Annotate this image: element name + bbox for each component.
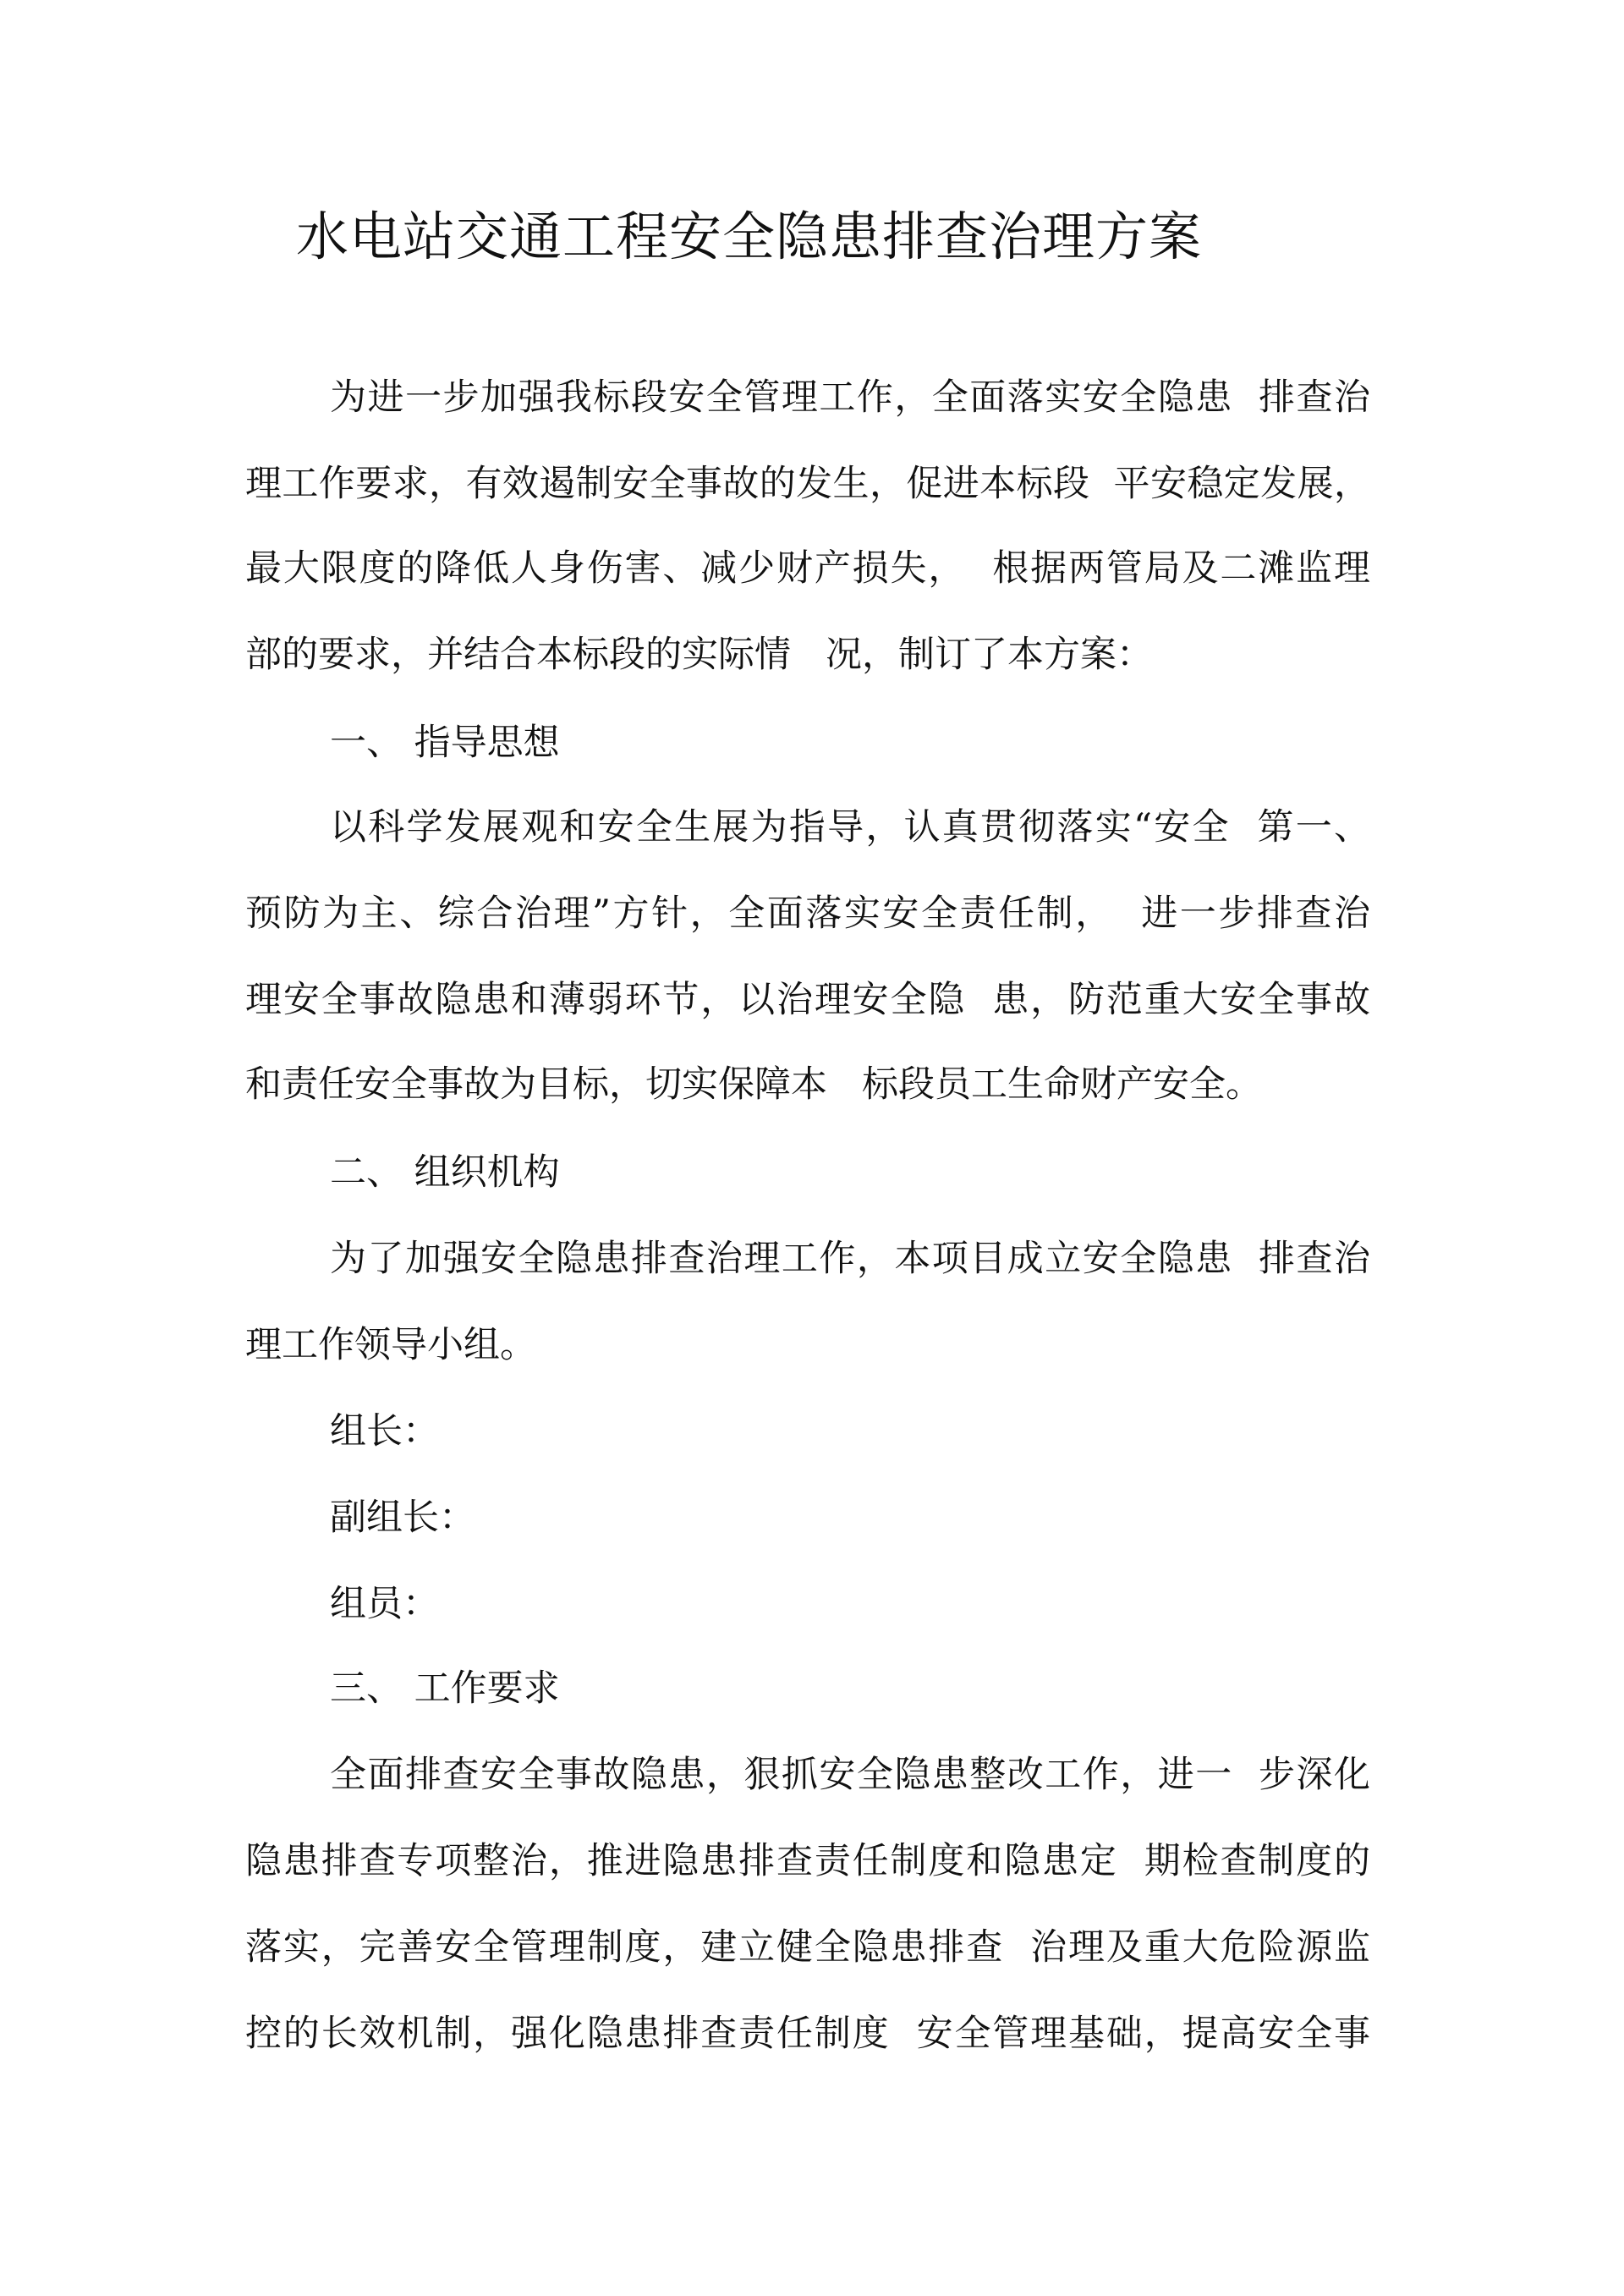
section1-line: 理安全事故隐患和薄弱环节，以治理安全隐 患，防范重大安全事故 [245, 979, 1370, 1021]
section3-line: 控的长效机制，强化隐患排查责任制度 安全管理基础，提高安全事 [245, 2013, 1370, 2055]
section3-line: 隐患排查专项整治，推进隐患排查责任制度和隐患定 期检查制度的 [245, 1840, 1370, 1882]
document-title: 水电站交通工程安全隐患排查治理方案 [296, 206, 1203, 267]
intro-line: 为进一步加强我标段安全管理工作，全面落实安全隐患 排查治 [330, 376, 1370, 419]
intro-line: 部的要求，并结合本标段的实际情 况，制订了本方案： [245, 634, 1154, 676]
section1-line: 预防为主、综合治理”方针，全面落实安全责任制， 进一步排查治 [245, 893, 1370, 935]
section-heading-work-requirements: 三、 工作要求 [330, 1667, 560, 1710]
intro-line: 最大限度的降低人身伤害、减少财产损失， 根据两管局及二滩监理 [245, 547, 1370, 590]
role-deputy-leader: 副组长： [330, 1497, 475, 1539]
section3-line: 全面排查安全事故隐患，狠抓安全隐患整改工作，进一 步深化 [330, 1754, 1370, 1796]
section2-line: 为了加强安全隐患排查治理工作，本项目成立安全隐患 排查治 [330, 1238, 1370, 1280]
section-heading-guiding-thought: 一、 指导思想 [330, 722, 560, 764]
section1-line: 和责任安全事故为目标，切实保障本 标段员工生命财产安全。 [245, 1063, 1263, 1106]
section1-line: 以科学发展观和安全生展为指导，认真贯彻落实“安全 第一、 [330, 806, 1370, 849]
role-members: 组员： [330, 1583, 439, 1625]
section-heading-organization: 二、 组织机构 [330, 1151, 560, 1194]
section2-line: 理工作领导小组。 [245, 1324, 536, 1366]
intro-line: 理工作要求，有效遏制安全事故的发生，促进本标段 平安稳定发展， [245, 463, 1370, 505]
section3-line: 落实，完善安全管理制度，建立健全隐患排查 治理及重大危险源监 [245, 1926, 1370, 1969]
role-team-leader: 组长： [330, 1410, 439, 1453]
